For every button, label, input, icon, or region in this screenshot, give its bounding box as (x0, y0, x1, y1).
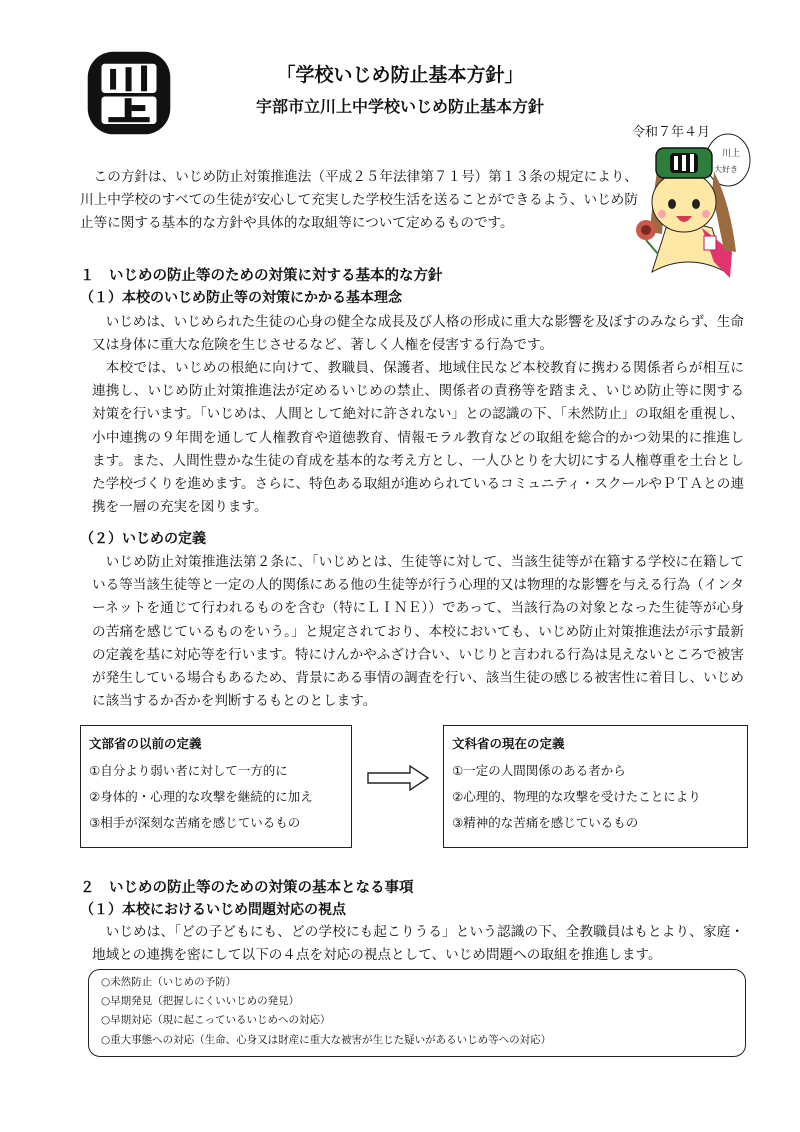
page-title: 「学校いじめ防止基本方針」 (276, 64, 524, 86)
section-2-heading: ２ いじめの防止等のための対策の基本となる事項 (80, 880, 414, 896)
response-points-box (88, 969, 746, 1057)
response-point: ○未然防止（いじめの予防） (101, 976, 237, 988)
new-definition-item: ③精神的な苦痛を感じているもの (452, 815, 639, 830)
section-2-1-paragraph: いじめは、「どの子どもにも、どの学校にも起こりうる」という認識の下、全教職員はもとより、家庭・地域との連携を密にして以下の４点を対応の視点として、いじめ問題への取組を推進します。 (92, 924, 744, 964)
response-point: ○早期対応（現に起こっているいじめへの対応） (101, 1014, 331, 1027)
section-1-2-paragraph: いじめ防止対策推進法第２条に、「いじめとは、生徒等に対して、当該生徒等が在籍する学校に在籍している等当該生徒等と一定の人的関係にある他の生徒等が行う心理的又は物理的な影響を与える行為（インターネットを通じて行われるものを含む（特にＬＩＮＥ））であって、当該行為の対象となった生徒等が心身の苦痛を感じているものをいう。」と規定されており、本校においても、いじめ防止対策推進法が示す最新の定義を基に対応等を行います。特にけんかやふざけ合い、いじりと言われる行為は見えないところで被害が発生している場合もあるため、背景にある事情の調査を行い、該当生徒の感じる被害性に着目し、いじめに該当するか否かを判断するもとのとします。 (92, 554, 744, 710)
right-arrow-icon (366, 764, 430, 792)
old-definition-title: 文部省の以前の定義 (89, 736, 202, 751)
old-definition-item: ③相手が深刻な苦痛を感じているもの (89, 815, 301, 830)
section-1-1-paragraph-1: いじめは、いじめられた生徒の心身の健全な成長及び人格の形成に重大な影響を及ぼすのみならず、生命又は身体に重大な危険を生じさせるなど、著しく人権を侵害する行為です。 (92, 314, 744, 354)
svg-text:川上: 川上 (722, 149, 741, 159)
issue-date: 令和７年４月 (631, 125, 710, 140)
new-definition-title: 文科省の現在の定義 (452, 736, 565, 751)
page-subtitle: 宇部市立川上中学校いじめ防止基本方針 (255, 97, 544, 116)
mascot-illustration (632, 132, 756, 282)
intro-paragraph: この方針は、いじめ防止対策推進法（平成２５年法律第７１号）第１３条の規定により、川上中学校のすべての生徒が安心して充実した学校生活を送ることができるよう、いじめ防止等に関する基本的な方針や具体的な取組等について定めるものです。 (80, 169, 638, 232)
old-definition-item: ①自分より弱い者に対して一方的に (89, 763, 288, 778)
section-1-1-paragraph-2: 本校では、いじめの根絶に向けて、教職員、保護者、地域住民など本校教育に携わる関係者らが相互に連携し、いじめ防止対策推進法が定めるいじめの禁止、関係者の責務等を踏まえ、いじめ防止等に関する対策を行います。「いじめは、人間として絶対に許されない」との認識の下、「未然防止」の取組を重視し、小中連携の９年間を通して人権教育や道徳教育、情報モラル教育などの取組を総合的かつ効果的に推進します。また、人間性豊かな生徒の育成を基本的な考え方とし、一人ひとりを大切にする人権尊重を土台とした学校づくりを進めます。さらに、特色ある取組が進められているコミュニティ・スクールやＰＴＡとの連携を一層の充実を図ります。 (92, 360, 744, 516)
section-1-2-heading: （２）いじめの定義 (80, 531, 206, 547)
new-definition-box (443, 725, 748, 848)
response-point: ○重大事態への対応（生命、心身又は財産に重大な被害が生じた疑いがあるいじめ等への対応） (101, 1033, 552, 1046)
new-definition-item: ②心理的、物理的な攻撃を受けたことにより (452, 789, 701, 804)
section-1-1-heading: （１）本校のいじめ防止等の対策にかかる基本理念 (80, 290, 402, 306)
svg-text:大好き: 大好き (714, 165, 738, 174)
response-point: ○早期発見（把握しにくいいじめの発見） (101, 995, 300, 1008)
section-2-1-heading: （１）本校におけるいじめ問題対応の視点 (80, 902, 346, 918)
new-definition-item: ①一定の人間関係のある者から (452, 763, 626, 778)
section-1-heading: １ いじめの防止等のための対策に対する基本的な方針 (80, 268, 443, 284)
old-definition-item: ②身体的・心理的な攻撃を継続的に加え (89, 789, 313, 804)
old-definition-box (80, 725, 352, 848)
